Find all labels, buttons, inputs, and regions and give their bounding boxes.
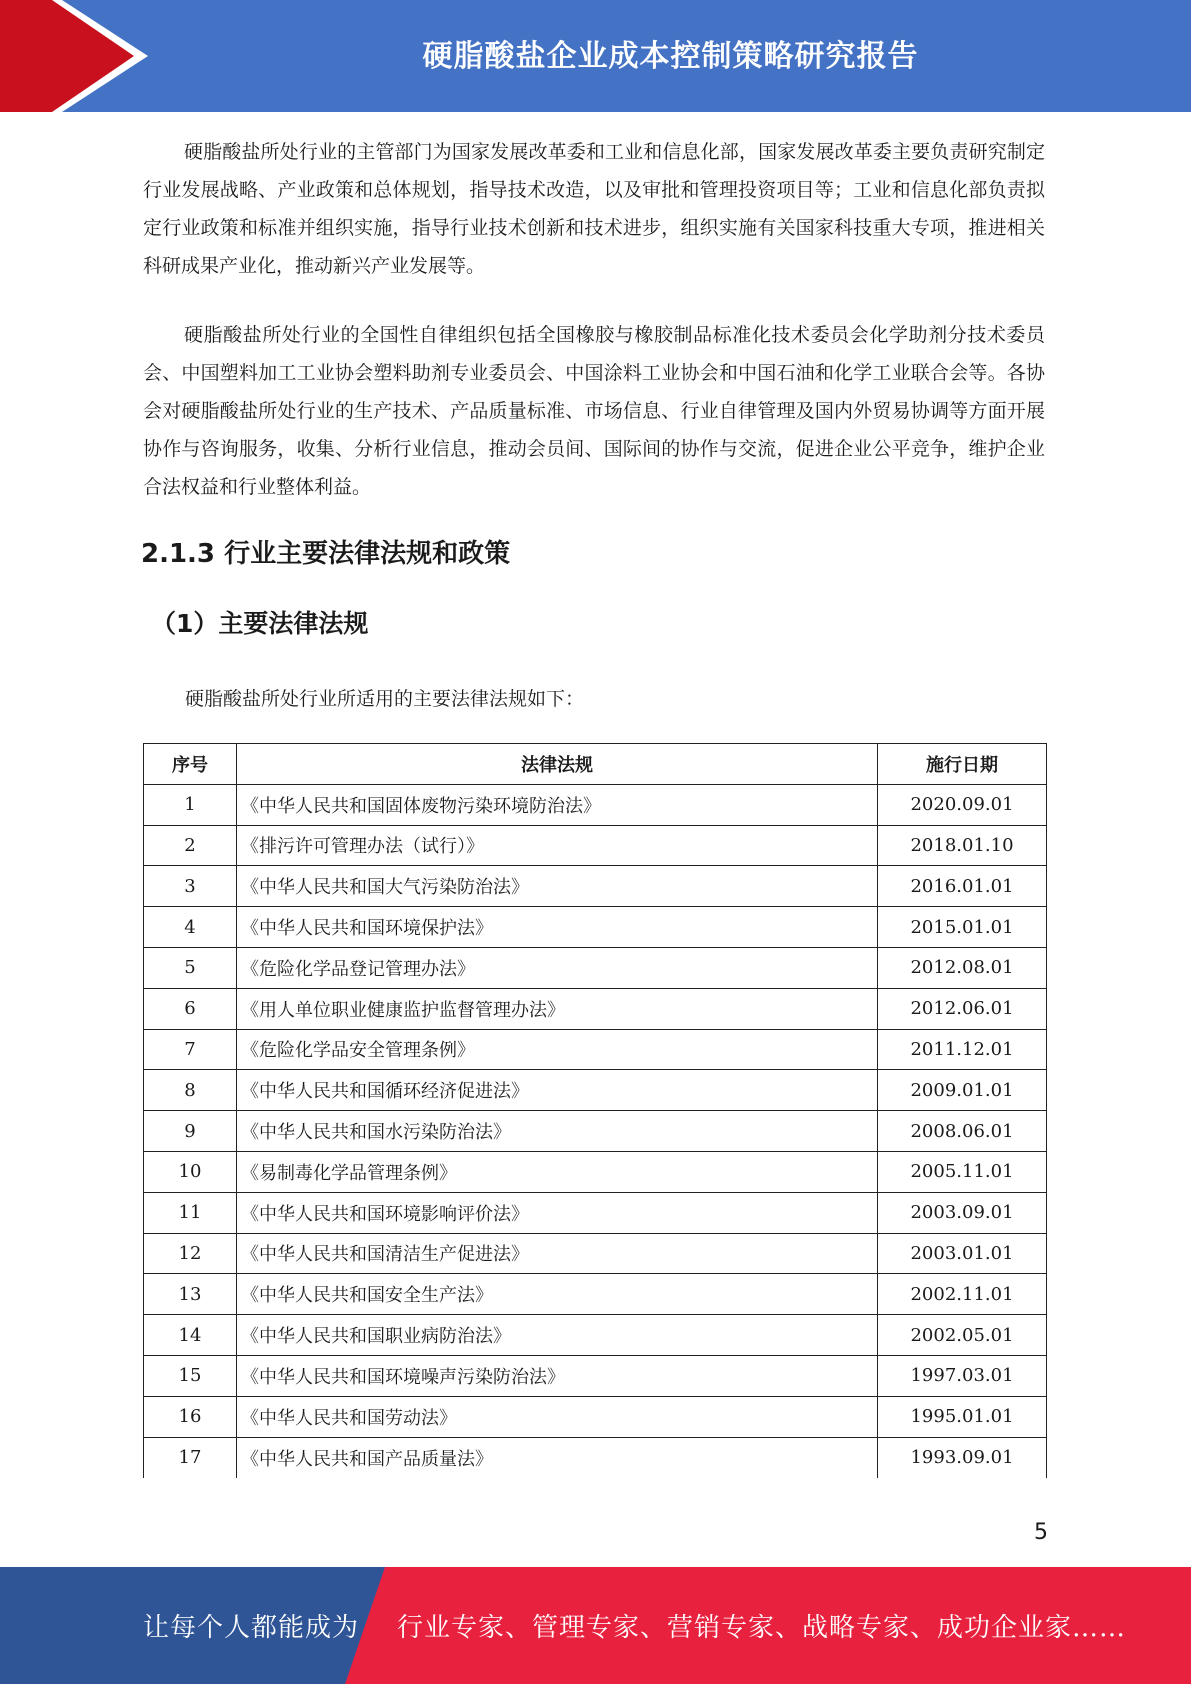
table-row bbox=[144, 1070, 1047, 1111]
footer-slogan-right: 行业专家、管理专家、营销专家、战略专家、成功企业家…… bbox=[397, 1613, 1127, 1643]
row-law-name: 《排污许可管理办法（试行）》 bbox=[237, 825, 878, 866]
chevron-arrow-icon bbox=[0, 0, 160, 112]
page-footer bbox=[0, 1567, 1191, 1684]
row-law-name: 《中华人民共和国水污染防治法》 bbox=[237, 1111, 878, 1152]
row-serial-number: 2 bbox=[144, 825, 237, 866]
row-law-name: 《易制毒化学品管理条例》 bbox=[237, 1151, 878, 1192]
header-effective-date: 施行日期 bbox=[878, 744, 1047, 785]
table-header-row bbox=[144, 744, 1047, 785]
table-row bbox=[144, 866, 1047, 907]
row-effective-date: 2003.01.01 bbox=[878, 1233, 1047, 1274]
row-serial-number: 7 bbox=[144, 1029, 237, 1070]
table-row bbox=[144, 1233, 1047, 1274]
row-effective-date: 2016.01.01 bbox=[878, 866, 1047, 907]
table-row bbox=[144, 1355, 1047, 1396]
header-law-name: 法律法规 bbox=[237, 744, 878, 785]
row-serial-number: 11 bbox=[144, 1192, 237, 1233]
table-row bbox=[144, 784, 1047, 825]
row-serial-number: 17 bbox=[144, 1437, 237, 1478]
row-law-name: 《中华人民共和国环境噪声污染防治法》 bbox=[237, 1355, 878, 1396]
row-serial-number: 9 bbox=[144, 1111, 237, 1152]
body-paragraph-associations: 硬脂酸盐所处行业的全国性自律组织包括全国橡胶与橡胶制品标准化技术委员会化学助剂分技术委员会、中国塑料加工工业协会塑料助剂专业委员会、中国涂料工业协会和中国石油和化学工业联合会等。各协会对硬脂酸盐所处行业的生产技术、产品质量标准、市场信息、行业自律管理及国内外贸易协调等方面开展协作与咨询服务，收集、分析行业信息，推动会员间、国际间的协作与交流，促进企业公平竞争，维护企业合法权益和行业整体利益。 bbox=[143, 324, 1045, 498]
row-serial-number: 10 bbox=[144, 1151, 237, 1192]
row-effective-date: 2008.06.01 bbox=[878, 1111, 1047, 1152]
row-effective-date: 2009.01.01 bbox=[878, 1070, 1047, 1111]
table-row bbox=[144, 1151, 1047, 1192]
page-header bbox=[0, 0, 1191, 112]
table-row bbox=[144, 988, 1047, 1029]
row-serial-number: 13 bbox=[144, 1274, 237, 1315]
row-effective-date: 2012.08.01 bbox=[878, 947, 1047, 988]
table-row bbox=[144, 1192, 1047, 1233]
footer-slogan-left: 让每个人都能成为 bbox=[143, 1613, 360, 1643]
table-row bbox=[144, 947, 1047, 988]
section-heading: 2.1.3 行业主要法律法规和政策 bbox=[141, 539, 511, 569]
row-law-name: 《中华人民共和国产品质量法》 bbox=[237, 1437, 878, 1478]
row-law-name: 《中华人民共和国职业病防治法》 bbox=[237, 1315, 878, 1356]
row-serial-number: 6 bbox=[144, 988, 237, 1029]
row-effective-date: 2018.01.10 bbox=[878, 825, 1047, 866]
row-law-name: 《中华人民共和国环境影响评价法》 bbox=[237, 1192, 878, 1233]
row-effective-date: 2011.12.01 bbox=[878, 1029, 1047, 1070]
row-serial-number: 8 bbox=[144, 1070, 237, 1111]
table-row bbox=[144, 907, 1047, 948]
row-effective-date: 2002.05.01 bbox=[878, 1315, 1047, 1356]
row-effective-date: 1995.01.01 bbox=[878, 1396, 1047, 1437]
row-law-name: 《中华人民共和国安全生产法》 bbox=[237, 1274, 878, 1315]
table-row bbox=[144, 1111, 1047, 1152]
row-law-name: 《中华人民共和国劳动法》 bbox=[237, 1396, 878, 1437]
row-law-name: 《中华人民共和国循环经济促进法》 bbox=[237, 1070, 878, 1111]
row-serial-number: 12 bbox=[144, 1233, 237, 1274]
row-serial-number: 16 bbox=[144, 1396, 237, 1437]
row-law-name: 《中华人民共和国环境保护法》 bbox=[237, 907, 878, 948]
row-law-name: 《中华人民共和国清洁生产促进法》 bbox=[237, 1233, 878, 1274]
row-serial-number: 1 bbox=[144, 784, 237, 825]
row-law-name: 《中华人民共和国大气污染防治法》 bbox=[237, 866, 878, 907]
table-row bbox=[144, 825, 1047, 866]
report-title: 硬脂酸盐企业成本控制策略研究报告 bbox=[422, 39, 919, 74]
table-row bbox=[144, 1396, 1047, 1437]
table-row bbox=[144, 1315, 1047, 1356]
row-effective-date: 1993.09.01 bbox=[878, 1437, 1047, 1478]
row-serial-number: 15 bbox=[144, 1355, 237, 1396]
table-row bbox=[144, 1029, 1047, 1070]
row-law-name: 《危险化学品安全管理条例》 bbox=[237, 1029, 878, 1070]
row-effective-date: 2003.09.01 bbox=[878, 1192, 1047, 1233]
table-row bbox=[144, 1437, 1047, 1478]
row-serial-number: 5 bbox=[144, 947, 237, 988]
row-law-name: 《危险化学品登记管理办法》 bbox=[237, 947, 878, 988]
page-number: 5 bbox=[1034, 1520, 1048, 1545]
table-row bbox=[144, 1274, 1047, 1315]
row-serial-number: 4 bbox=[144, 907, 237, 948]
subsection-heading: （1）主要法律法规 bbox=[151, 609, 369, 638]
row-serial-number: 14 bbox=[144, 1315, 237, 1356]
row-effective-date: 2005.11.01 bbox=[878, 1151, 1047, 1192]
laws-table bbox=[143, 743, 1047, 1478]
row-effective-date: 2020.09.01 bbox=[878, 784, 1047, 825]
header-serial-number: 序号 bbox=[144, 744, 237, 785]
row-serial-number: 3 bbox=[144, 866, 237, 907]
row-law-name: 《用人单位职业健康监护监督管理办法》 bbox=[237, 988, 878, 1029]
table-intro: 硬脂酸盐所处行业所适用的主要法律法规如下： bbox=[185, 688, 585, 710]
row-effective-date: 2002.11.01 bbox=[878, 1274, 1047, 1315]
row-effective-date: 2012.06.01 bbox=[878, 988, 1047, 1029]
row-effective-date: 2015.01.01 bbox=[878, 907, 1047, 948]
body-paragraph-authorities: 硬脂酸盐所处行业的主管部门为国家发展改革委和工业和信息化部，国家发展改革委主要负责研究制定行业发展战略、产业政策和总体规划，指导技术改造，以及审批和管理投资项目等；工业和信息化部负责拟定行业政策和标准并组织实施，指导行业技术创新和技术进步，组织实施有关国家科技重大专项，推进相关科研成果产业化，推动新兴产业发展等。 bbox=[143, 141, 1045, 277]
row-law-name: 《中华人民共和国固体废物污染环境防治法》 bbox=[237, 784, 878, 825]
row-effective-date: 1997.03.01 bbox=[878, 1355, 1047, 1396]
